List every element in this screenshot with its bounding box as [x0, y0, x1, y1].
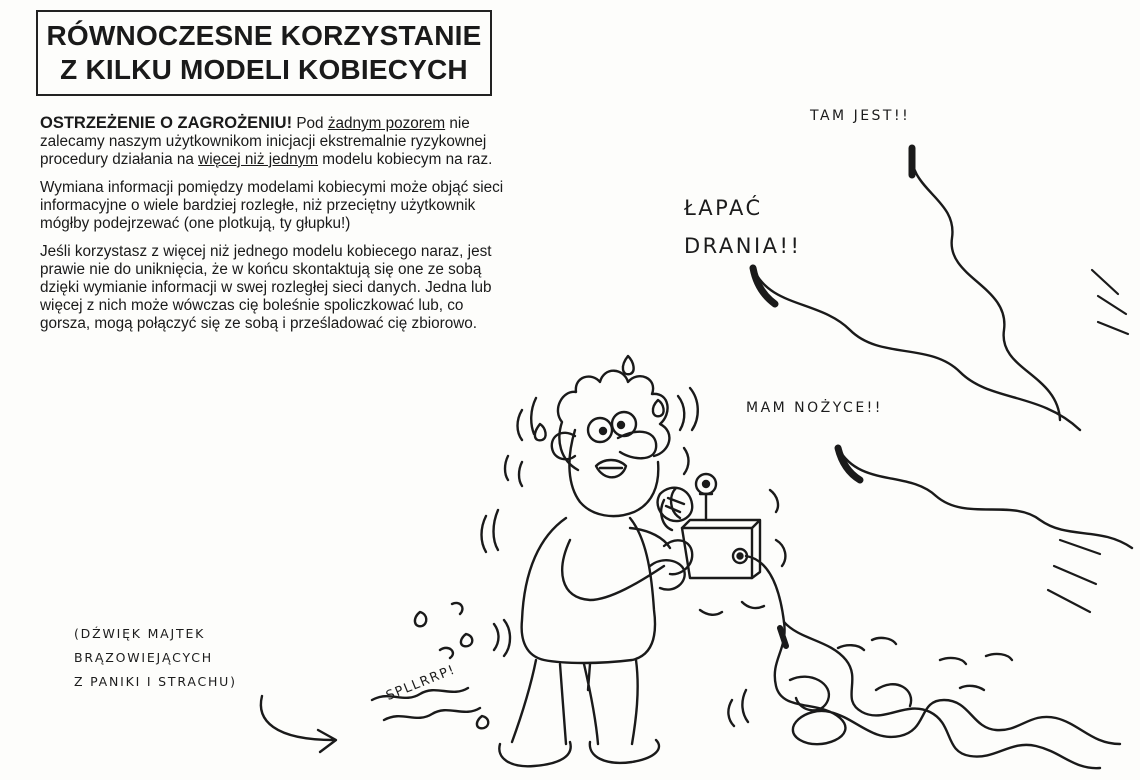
warning-text-3: modelu kobiecym na raz.: [318, 151, 493, 168]
paragraph-consequences: Jeśli korzystasz z więcej niż jednego modelu kobiecego naraz, jest prawie nie do uniknięcia, że w końcu skontaktują się one ze sobą dzięki wymianie informacji w swej rozległej sieci danych. Jedna lub więcej z nich może wówczas cię boleśnie spoliczkować lub, co gorsza, mogą połączyć się ze sobą i prześladować cię zbiorowo.: [40, 243, 492, 332]
caption-line-2: BRĄZOWIEJĄCYCH: [74, 650, 213, 665]
caption-line-3: Z PANIKI I STRACHU): [74, 674, 237, 689]
caption-arrow: [261, 696, 336, 752]
warning-underline-1: żadnym pozorem: [327, 115, 446, 132]
warning-heading: OSTRZEŻENIE O ZAGROŻENIU!: [40, 114, 293, 132]
speech-lapac-line-2: DRANIA!!: [684, 234, 802, 258]
remote-control-box: [658, 474, 786, 615]
scared-man-figure: [372, 356, 698, 766]
title-line-1: RÓWNOCZESNE KORZYSTANIE: [46, 20, 482, 51]
sound-effect-splrrp: SPLLRRP!: [384, 662, 458, 704]
shout-lines: [753, 148, 1132, 612]
speech-lapac-line-1: ŁAPAĆ: [684, 196, 763, 220]
tangled-cable: [728, 556, 1120, 768]
warning-underline-2: więcej niż jednym: [198, 151, 319, 168]
speech-tam-jest: TAM JEST!!: [810, 108, 911, 124]
speech-mam-nozyce: MAM NOŻYCE!!: [746, 400, 883, 416]
warning-text-1: Pod: [292, 115, 328, 132]
title-line-2: Z KILKU MODELI KOBIECYCH: [60, 54, 468, 85]
caption-line-1: (DŹWIĘK MAJTEK: [74, 626, 206, 641]
warning-text-2: nie zalecamy naszym użytkownikom inicjacji ekstremalnie ryzykownej procedury działania na: [40, 115, 487, 168]
paragraph-gossip: Wymiana informacji pomiędzy modelami kobiecymi może objąć sieci informacyjne o wiele bardziej rozległe, niż przeciętny użytkownik mógłby podejrzewać (one plotkują, ty głupku!): [40, 179, 504, 232]
